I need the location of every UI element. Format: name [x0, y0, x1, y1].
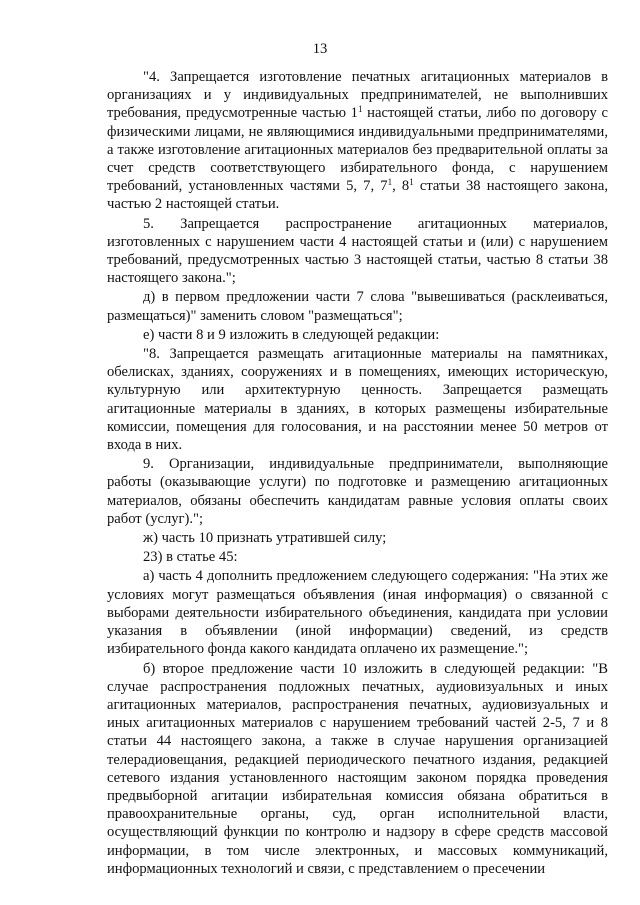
paragraph-4 [107, 68, 608, 214]
paragraph-4-text-c: , 8 [392, 178, 410, 195]
item-e: е) части 8 и 9 изложить в следующей редакции: [143, 326, 440, 343]
page-number: 13 [312, 41, 328, 57]
item-b: б) второе предложение части 10 изложить в следующей редакции: "В случае распространения подложных печатных, аудиовизуальных и иных агитационных материалов, распространения печатных, аудиовизуальных и иных агитационных материалов с нарушением требований частей 2-5, 7 и 8 статьи 44 настоящего закона, а также в случае нарушения организацией телерадиовещания, редакцией периодического печатного издания, редакцией сетевого издания установленного настоящим законом порядка проведения предвыборной агитации избирательная комиссия обязана обратиться в правоохранительные органы, суд, орган исполнительной власти, осуществляющий функции по контролю и надзору в сфере средств массовой информации, в том числе электронных, и массовых коммуникаций, информационных технологий и связи, с представлением о пресечении [107, 660, 608, 877]
superscript: 1 [409, 177, 414, 188]
item-a: а) часть 4 дополнить предложением следующего содержания: "На этих же условиях могут размещаться объявления (иная информация) о связанной с выборами деятельности избирательного объединения, кандидата при условии указания в объявлении (иной информации) сведений, из средств избирательного фонда какого кандидата оплачено их размещение."; [107, 568, 608, 658]
item-d: д) в первом предложении части 7 слова "вывешиваться (расклеиваться, размещаться)" заменить словом "размещаться"; [107, 289, 608, 324]
paragraph-9: 9. Организации, индивидуальные предприниматели, выполняющие работы (оказывающие услуги) по подготовке и размещению агитационных материалов, обязаны обеспечить кандидатам равные условия оплаты своих работ (услуг)."; [107, 456, 608, 527]
superscript: 1 [387, 177, 393, 188]
paragraph-8: "8. Запрещается размещать агитационные материалы на памятниках, обелисках, зданиях, сооружениях и в помещениях, имеющих историческую, культурную или архитектурную ценность. Запрещается размещать агитационные материалы в зданиях, в которых размещены избирательные комиссии, помещения для голосования, и на расстоянии менее 50 метров от входа в них. [107, 346, 608, 454]
superscript: 1 [357, 104, 363, 115]
item-23: 23) в статье 45: [143, 549, 238, 566]
paragraph-4-text-b: настоящей статьи, либо по договору с физическими лицами, не являющимися индивидуальными предпринимателями, а также изготовление агитационных материалов без предварительной оплаты за счет средств соответствующего избирательного фонда, с нарушением требований, установленных частями 5, 7, 7 [107, 105, 608, 195]
paragraph-5: 5. Запрещается распространение агитационных материалов, изготовленных с нарушением части 4 настоящей статьи и (или) с нарушением требований, предусмотренных частью 3 настоящей статьи, частью 8 статьи 38 настоящего закона."; [107, 215, 608, 287]
item-zh: ж) часть 10 признать утратившей силу; [143, 530, 387, 547]
paragraph-4-text-d: статьи 38 настоящего закона, частью 2 настоящей статьи. [107, 178, 608, 213]
document-body [107, 68, 608, 878]
paragraph-4-text-a: "4. Запрещается изготовление печатных агитационных материалов в организациях и у индивидуальных предпринимателей, не выполнивших требования, предусмотренные частью 1 [107, 69, 608, 122]
